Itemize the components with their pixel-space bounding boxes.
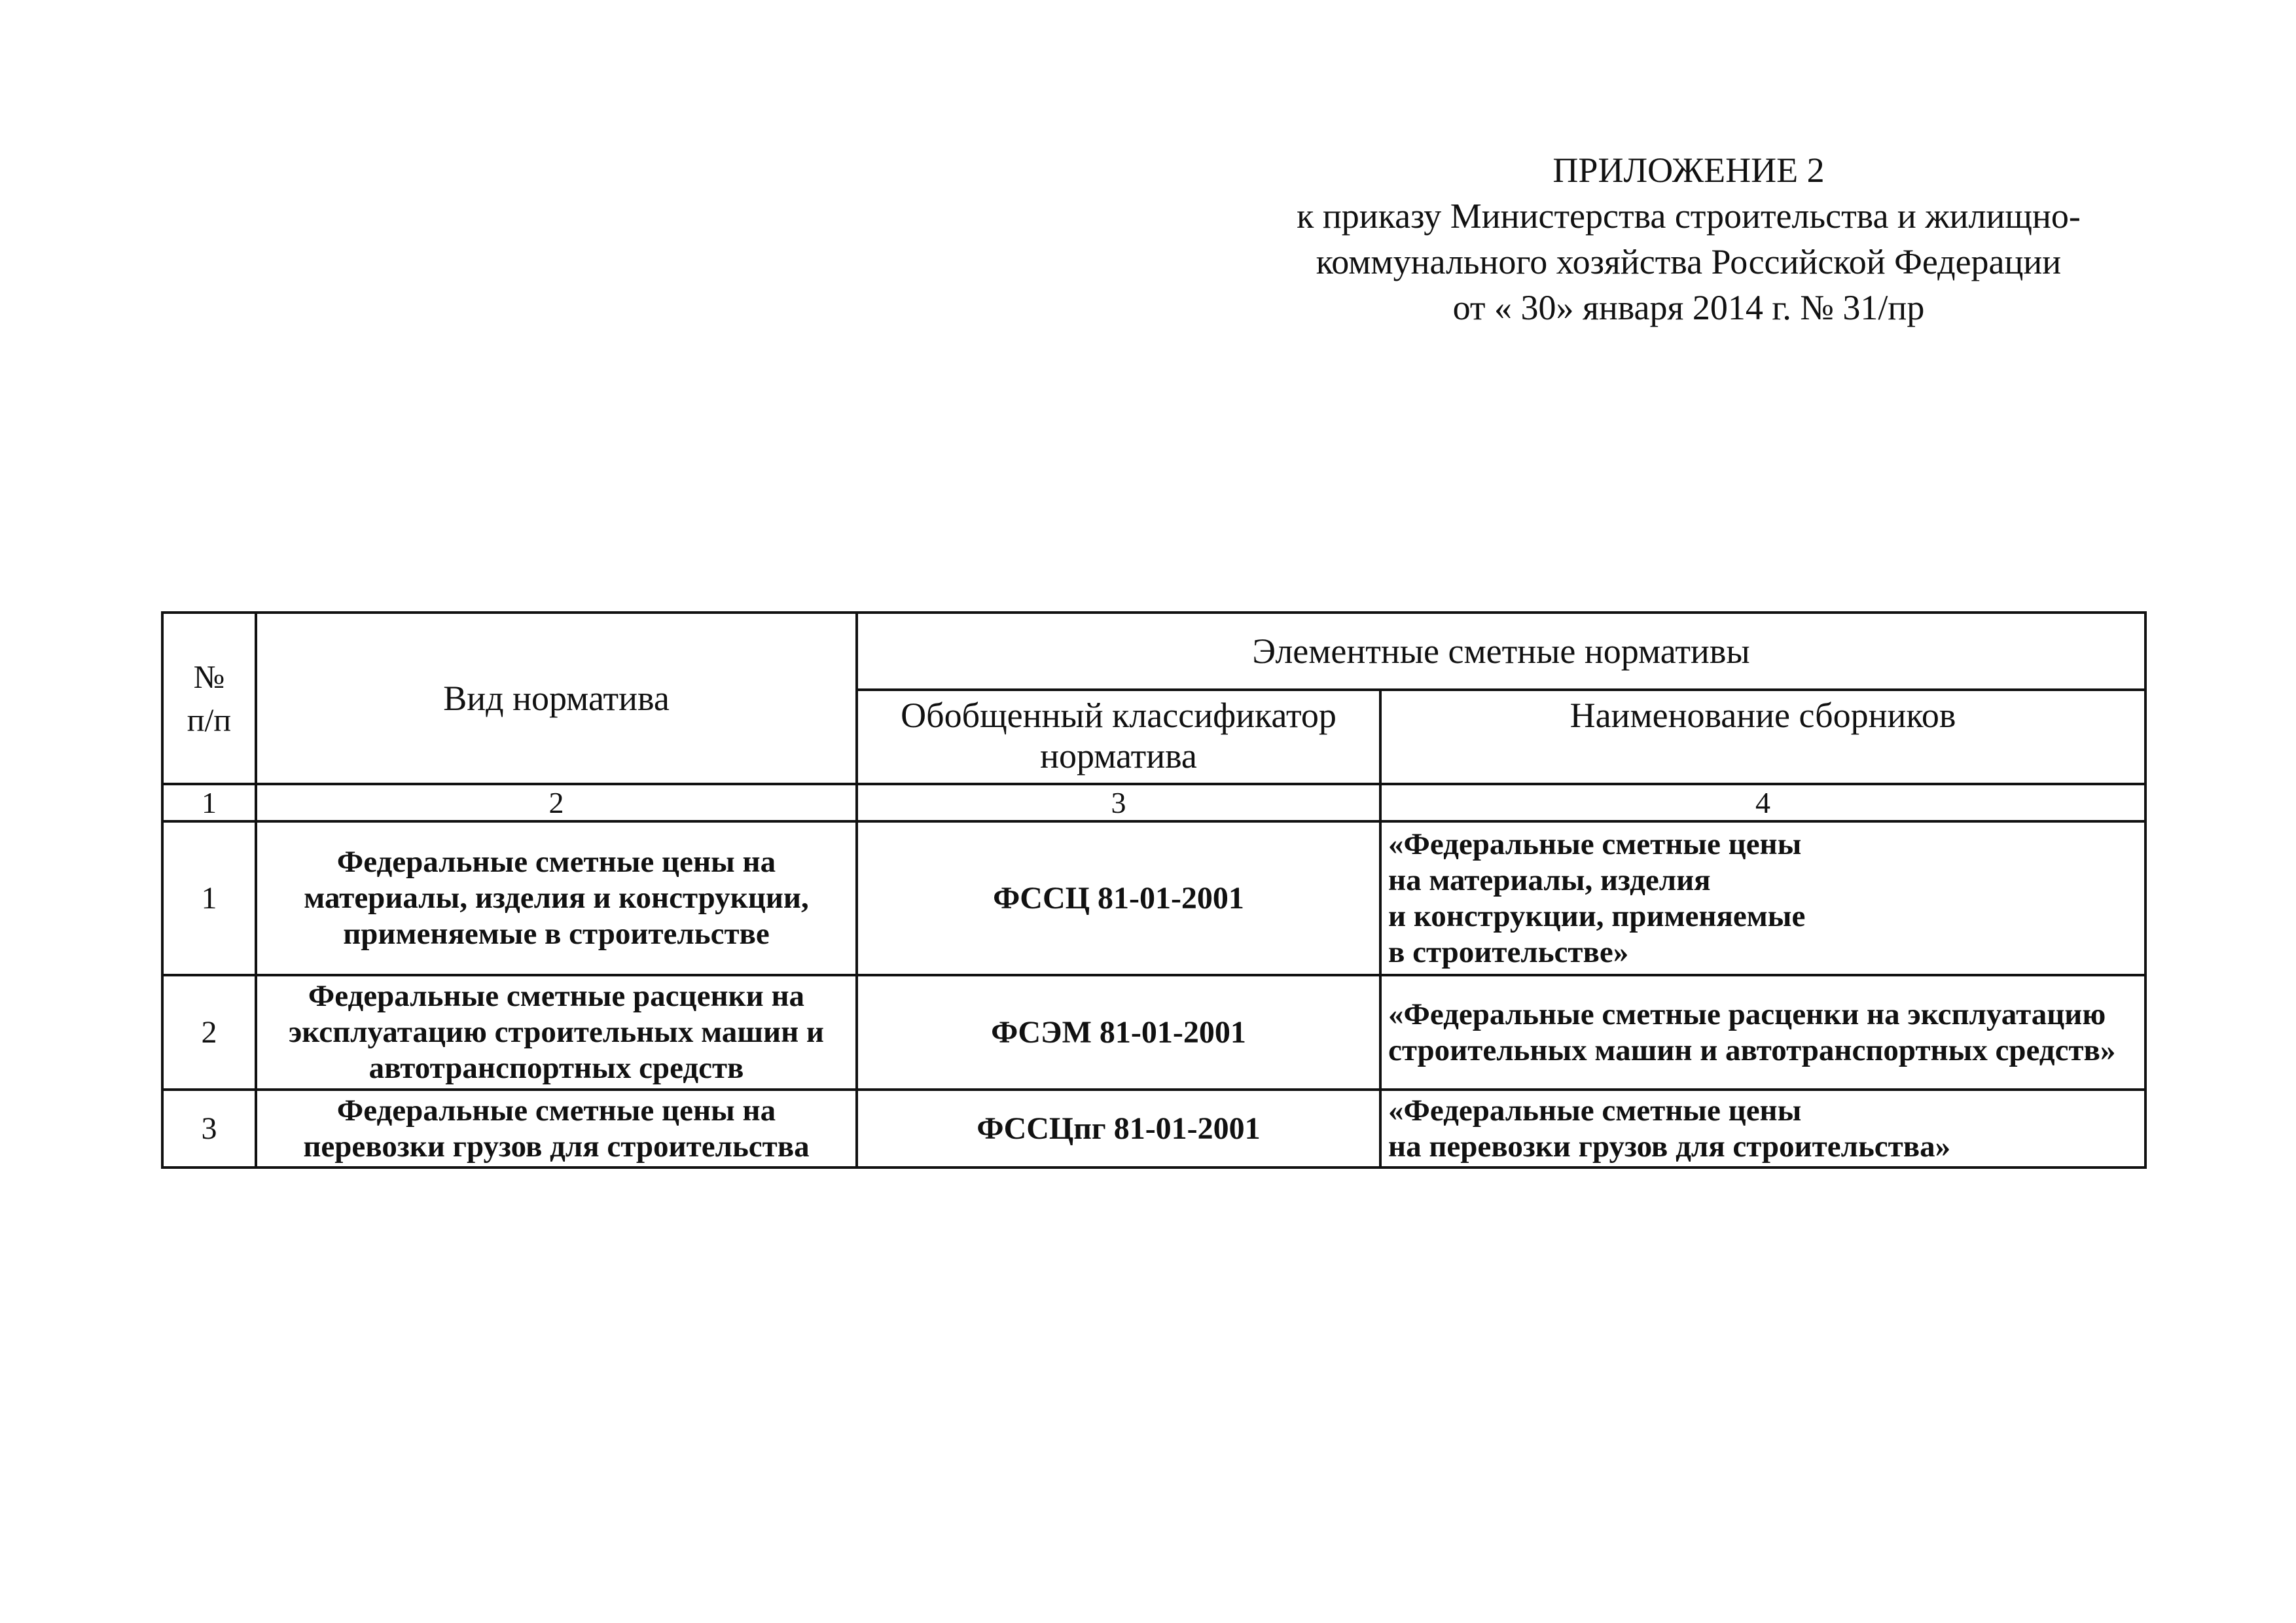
- appendix-title: ПРИЛОЖЕНИЕ 2: [1552, 151, 1825, 190]
- row-name-line: «Федеральные сметные цены: [1388, 1093, 1802, 1128]
- row-collection-name: [1380, 975, 2145, 1090]
- column-number: 2: [256, 784, 857, 821]
- row-name-line: в строительстве»: [1388, 935, 1629, 969]
- header-group-cell: Элементные сметные нормативы: [857, 613, 2145, 690]
- row-name-line: строительных машин и автотранспортных средств»: [1388, 1033, 2116, 1067]
- row-name-line: «Федеральные сметные расценки на эксплуатацию: [1388, 997, 2106, 1031]
- header-number-cell: [162, 613, 256, 784]
- row-name-line: на перевозки грузов для строительства»: [1388, 1129, 1951, 1164]
- order-reference-line2: коммунального хозяйства Российской Федерации: [1316, 242, 2062, 281]
- row-name-line: и конструкции, применяемые: [1388, 899, 1806, 933]
- row-kind-line: материалы, изделия и конструкции,: [304, 881, 809, 915]
- row-kind-line: автотранспортных средств: [368, 1051, 744, 1085]
- order-reference-line1: к приказу Министерства строительства и жилищно-: [1297, 196, 2081, 236]
- row-kind-line: Федеральные сметные расценки на: [308, 979, 805, 1013]
- norms-table: [161, 611, 2147, 1169]
- row-number: 1: [162, 821, 256, 975]
- table-row: [162, 821, 2145, 975]
- column-number-row: [162, 784, 2145, 821]
- row-kind-line: эксплуатацию строительных машин и: [289, 1015, 824, 1049]
- row-name-line: «Федеральные сметные цены: [1388, 827, 1802, 861]
- row-code: ФССЦпг 81-01-2001: [857, 1090, 1380, 1168]
- table-row: [162, 1090, 2145, 1168]
- row-kind-line: Федеральные сметные цены на: [336, 845, 776, 879]
- table-header-row: [162, 613, 2145, 690]
- row-kind-line: перевозки грузов для строительства: [303, 1129, 810, 1164]
- row-kind: [256, 821, 857, 975]
- column-number: 1: [162, 784, 256, 821]
- row-collection-name: [1380, 821, 2145, 975]
- row-code: ФССЦ 81-01-2001: [857, 821, 1380, 975]
- row-kind-line: применяемые в строительстве: [343, 917, 770, 951]
- row-number: 3: [162, 1090, 256, 1168]
- row-code: ФСЭМ 81-01-2001: [857, 975, 1380, 1090]
- row-kind-line: Федеральные сметные цены на: [336, 1093, 776, 1128]
- row-kind: [256, 975, 857, 1090]
- order-date-number: от « 30» января 2014 г. № 31/пр: [1452, 288, 1925, 327]
- table-row: [162, 975, 2145, 1090]
- row-number: 2: [162, 975, 256, 1090]
- appendix-header: [1230, 147, 2147, 330]
- header-kind-cell: Вид норматива: [256, 613, 857, 784]
- header-collections-cell: Наименование сборников: [1380, 690, 2145, 784]
- header-classifier-line2: норматива: [1040, 736, 1197, 776]
- row-name-line: на материалы, изделия: [1388, 863, 1711, 897]
- row-kind: [256, 1090, 857, 1168]
- header-number-sign: №: [193, 658, 225, 695]
- column-number: 3: [857, 784, 1380, 821]
- row-collection-name: [1380, 1090, 2145, 1168]
- header-classifier-cell: [857, 690, 1380, 784]
- header-classifier-line1: Обобщенный классификатор: [901, 696, 1336, 735]
- header-number-pp: п/п: [187, 702, 232, 738]
- column-number: 4: [1380, 784, 2145, 821]
